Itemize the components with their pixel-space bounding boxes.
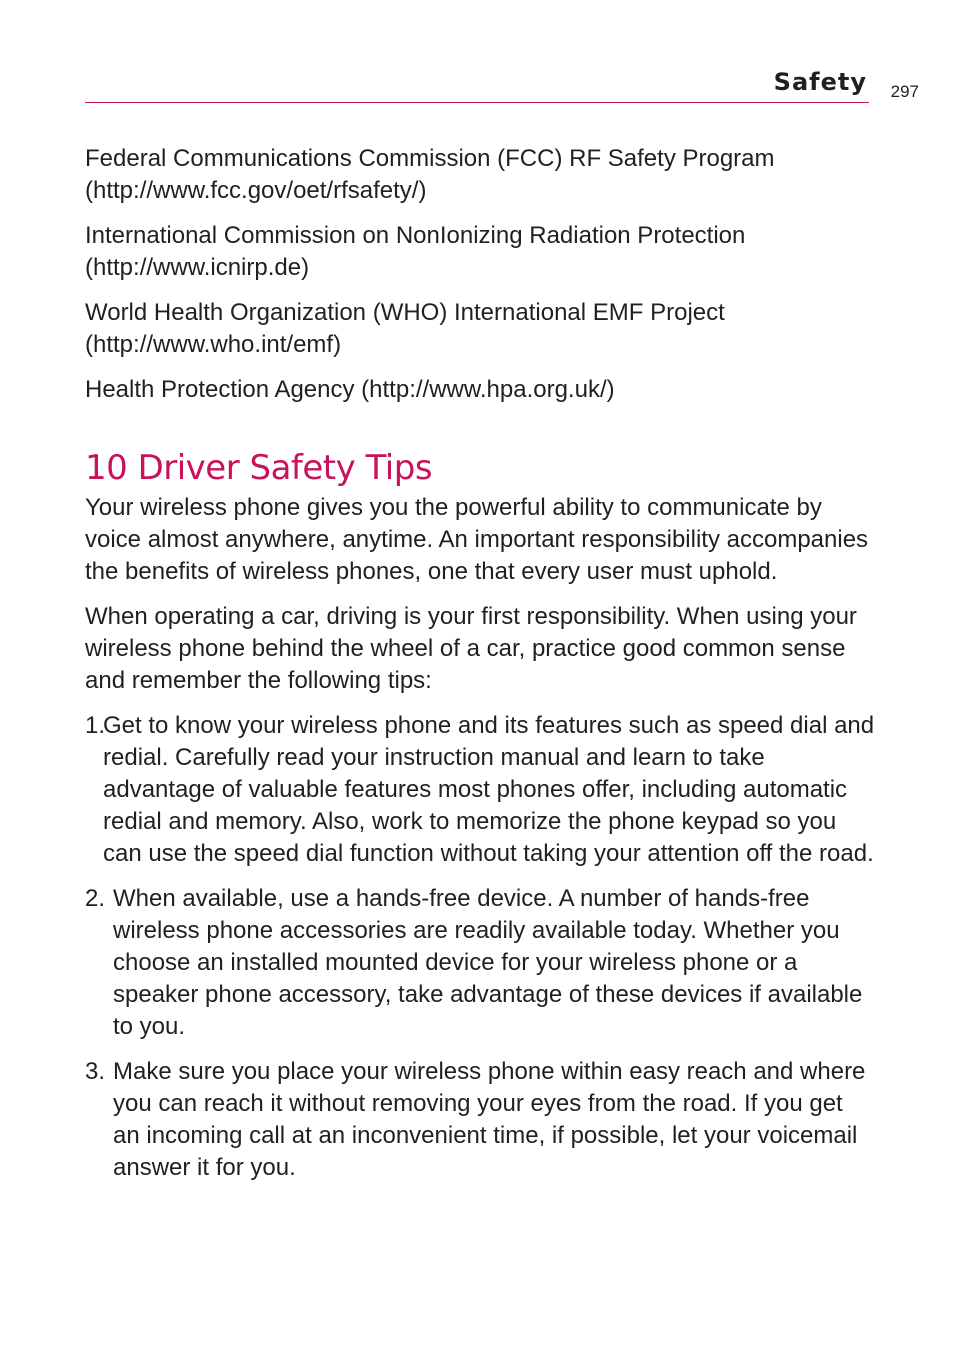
reference-name: International Commission on NonIonizing Radiation Protection	[85, 222, 746, 249]
tip-number: 2.	[85, 885, 106, 912]
intro-paragraph: Your wireless phone gives you the powerful ability to communicate by voice almost anywhere, anytime. An important responsibility accompanies the benefits of wireless phones, one that every user must uphold.	[85, 494, 869, 585]
reference-hpa	[85, 374, 875, 406]
tip-item	[85, 883, 875, 1043]
tip-text: When available, use a hands-free device. A number of hands-free wireless phone accessories are readily available today. Whether you choose an installed mounted device for your wireless phone or a speaker phone accessory, take advantage of these devices if available to you.	[113, 885, 863, 1040]
page-header	[85, 68, 919, 108]
tip-item	[85, 1056, 875, 1184]
tip-number: 3.	[85, 1058, 106, 1085]
reference-url: (http://www.fcc.gov/oet/rfsafety/)	[85, 177, 427, 204]
section-heading: 10 Driver Safety Tips	[85, 448, 433, 488]
reference-name: Health Protection Agency (http://www.hpa.org.uk/)	[85, 376, 615, 403]
reference-fcc	[85, 143, 875, 207]
page-number: 297	[890, 82, 919, 101]
reference-icnirp	[85, 220, 875, 284]
reference-who	[85, 297, 875, 361]
section-title: Safety	[773, 68, 867, 96]
page-content	[85, 143, 875, 1197]
reference-name: World Health Organization (WHO) International EMF Project	[85, 299, 725, 326]
reference-name: Federal Communications Commission (FCC) RF Safety Program	[85, 145, 775, 172]
tip-number: 1.	[85, 712, 106, 739]
operating-paragraph: When operating a car, driving is your first responsibility. When using your wireless phone behind the wheel of a car, practice good common sense and remember the following tips:	[85, 603, 857, 694]
reference-url: (http://www.icnirp.de)	[85, 254, 310, 281]
header-divider	[85, 102, 869, 103]
tip-text: Get to know your wireless phone and its features such as speed dial and redial. Carefully read your instruction manual and learn to take advantage of valuable features most phones offer, including automatic redial and memory. Also, work to memorize the phone keypad so you can use the speed dial function without taking your attention off the road.	[103, 712, 875, 867]
reference-url: (http://www.who.int/emf)	[85, 331, 342, 358]
tip-text: Make sure you place your wireless phone within easy reach and where you can reach it without removing your eyes from the road. If you get an incoming call at an inconvenient time, if possible, let your voicemail answer it for you.	[113, 1058, 866, 1181]
tip-item	[85, 710, 875, 870]
